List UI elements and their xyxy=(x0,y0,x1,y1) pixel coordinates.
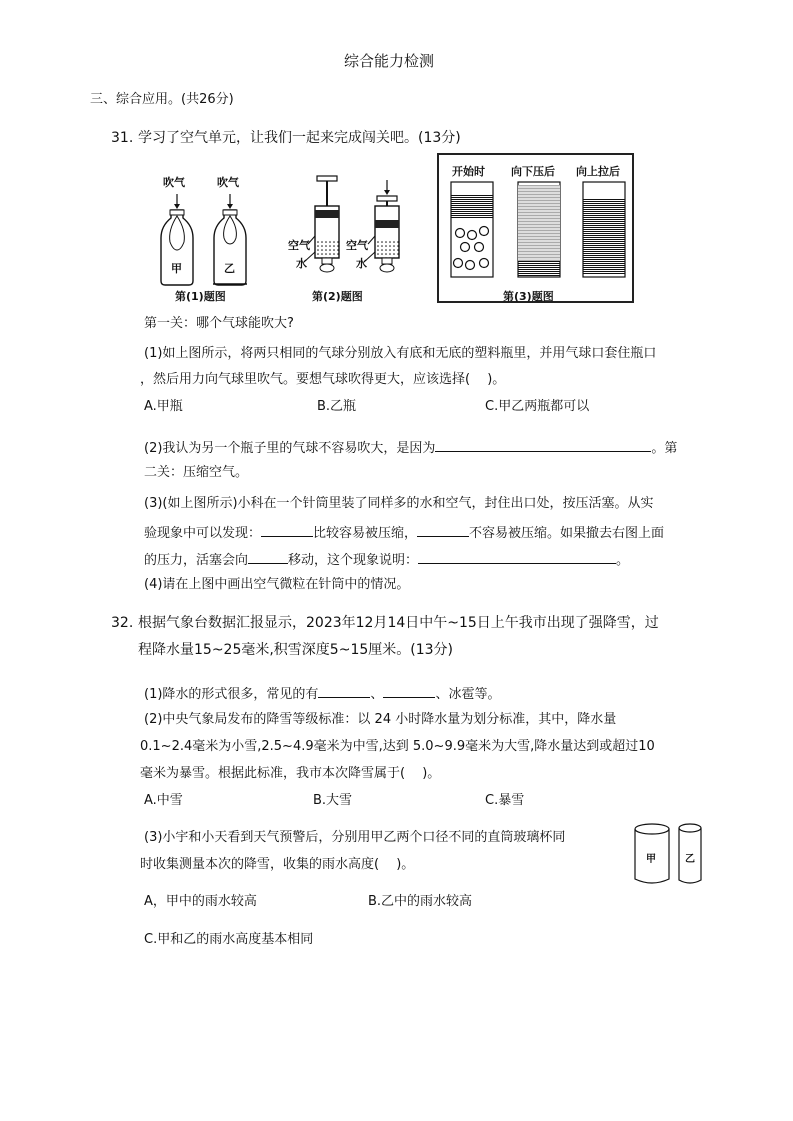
q31-p2-text: (2)我认为另一个瓶子里的气球不容易吹大，是因为 xyxy=(144,441,436,456)
fig2-air-label-1: 空气 xyxy=(288,239,310,252)
fig2-caption: 第(2)题图 xyxy=(312,290,363,303)
q32-p3-option-a[interactable]: A，甲中的雨水较高 xyxy=(144,894,257,909)
q32-p3-option-c[interactable]: C.甲和乙的雨水高度基本相同 xyxy=(144,932,314,947)
q32-p1-blank-1[interactable] xyxy=(318,683,370,698)
q31-p1-line2: ，然后用力向气球里吹气。要想气球吹得更大，应该选择( )。 xyxy=(140,372,506,387)
fig2-water-label-1: 水 xyxy=(296,257,307,270)
page-title: 综合能力检测 xyxy=(344,52,435,70)
q31-stem: 学习了空气单元，让我们一起来完成闯关吧。(13分) xyxy=(138,130,461,146)
cups-illustration xyxy=(630,820,710,886)
q32-p1 xyxy=(144,683,500,704)
q31-p1-option-b[interactable]: B.乙瓶 xyxy=(317,399,357,414)
q31-p3-text-c: 不容易被压缩。如果撤去右图上面 xyxy=(469,526,665,541)
cup-jia-label: 甲 xyxy=(646,854,656,865)
q32-number: 32. xyxy=(111,615,134,631)
q31-p2-blank[interactable] xyxy=(435,437,651,452)
q31-p3-blank-3[interactable] xyxy=(248,549,288,564)
q31-p3-line2 xyxy=(144,522,664,543)
q32-p3-line2: 时收集测量本次的降雪，收集的雨水高度( )。 xyxy=(140,857,415,872)
q31-p2-text-end: 。第 xyxy=(651,441,678,456)
q31-p3-line1: (3)(如上图所示)小科在一个针筒里装了同样多的水和空气，封住出口处，按压活塞。从实 xyxy=(144,496,654,511)
q31-p1-option-c[interactable]: C.甲乙两瓶都可以 xyxy=(485,399,590,414)
figure-2-syringes xyxy=(284,172,414,287)
q31-p3-line3 xyxy=(144,549,629,570)
q31-p3-text-f: 。 xyxy=(616,553,630,568)
q32-p2-option-b[interactable]: B.大雪 xyxy=(313,793,353,808)
q31-level-1: 第一关：哪个气球能吹大? xyxy=(144,316,294,331)
q31-number: 31. xyxy=(111,130,134,146)
q32-p3-line1: (3)小宇和小天看到天气预警后，分别用甲乙两个口径不同的直筒玻璃杯同 xyxy=(144,830,566,845)
q31-p1-option-a[interactable]: A.甲瓶 xyxy=(144,399,183,414)
fig1-caption: 第(1)题图 xyxy=(175,290,226,303)
fig3-col-pull: 向上拉后 xyxy=(576,165,620,178)
figure-cups xyxy=(630,820,710,886)
q32-p2-option-a[interactable]: A.中雪 xyxy=(144,793,183,808)
q31-p1-line1: (1)如上图所示，将两只相同的气球分别放入有底和无底的塑料瓶里，并用气球口套住瓶口 xyxy=(144,346,657,361)
q32-p2-line1: (2)中央气象局发布的降雪等级标准：以 24 小时降水量为划分标准，其中，降水量 xyxy=(144,712,617,727)
q31-p4: (4)请在上图中画出空气微粒在针筒中的情况。 xyxy=(144,577,410,592)
q32-p2-line3: 毫米为暴雪。根据此标准，我市本次降雪属于( )。 xyxy=(140,766,441,781)
fig3-caption: 第(3)题图 xyxy=(503,290,554,303)
bottles-illustration xyxy=(155,172,260,302)
figure-3-panels xyxy=(437,153,634,303)
cup-yi-label: 乙 xyxy=(685,854,695,865)
q31-p3-blank-2[interactable] xyxy=(417,522,469,537)
fig2-water-label-2: 水 xyxy=(356,257,367,270)
q32-p1-text-c: 、冰雹等。 xyxy=(435,687,501,702)
fig3-col-start: 开始时 xyxy=(452,165,485,178)
q32-p2-option-c[interactable]: C.暴雪 xyxy=(485,793,525,808)
q32-stem-line2: 程降水量15~25毫米,积雪深度5~15厘米。(13分) xyxy=(138,642,453,658)
q31-p3-text-a: 验现象中可以发现： xyxy=(144,526,262,541)
q31-p2-line1 xyxy=(144,437,677,458)
q31-p3-blank-4[interactable] xyxy=(418,549,616,564)
figure-1-bottles xyxy=(155,172,260,302)
q32-p1-text-b: 、 xyxy=(370,687,384,702)
q32-p1-text-a: (1)降水的形式很多，常见的有 xyxy=(144,687,319,702)
fig1-bottle-jia: 甲 xyxy=(171,262,182,275)
section-heading: 三、综合应用。(共26分) xyxy=(90,92,234,107)
q32-p3-option-b[interactable]: B.乙中的雨水较高 xyxy=(368,894,473,909)
fig3-col-press: 向下压后 xyxy=(511,165,555,178)
q31-p3-text-d: 的压力，活塞会向 xyxy=(144,553,249,568)
q32-p1-blank-2[interactable] xyxy=(383,683,435,698)
q31-p3-text-e: 移动，这个现象说明： xyxy=(288,553,419,568)
fig1-blow-right: 吹气 xyxy=(217,176,239,189)
fig2-air-label-2: 空气 xyxy=(346,239,368,252)
fig1-bottle-yi: 乙 xyxy=(224,262,235,275)
q31-p2-line2: 二关：压缩空气。 xyxy=(144,465,249,480)
fig1-blow-left: 吹气 xyxy=(163,176,185,189)
q32-p2-line2: 0.1~2.4毫米为小雪,2.5~4.9毫米为中雪,达到 5.0~9.9毫米为大雪,降水量达到或超过10 xyxy=(140,739,655,754)
q32-stem-line1: 根据气象台数据汇报显示，2023年12月14日中午~15日上午我市出现了强降雪，过 xyxy=(138,615,659,631)
q31-p3-text-b: 比较容易被压缩， xyxy=(313,526,418,541)
q31-p3-blank-1[interactable] xyxy=(261,522,313,537)
